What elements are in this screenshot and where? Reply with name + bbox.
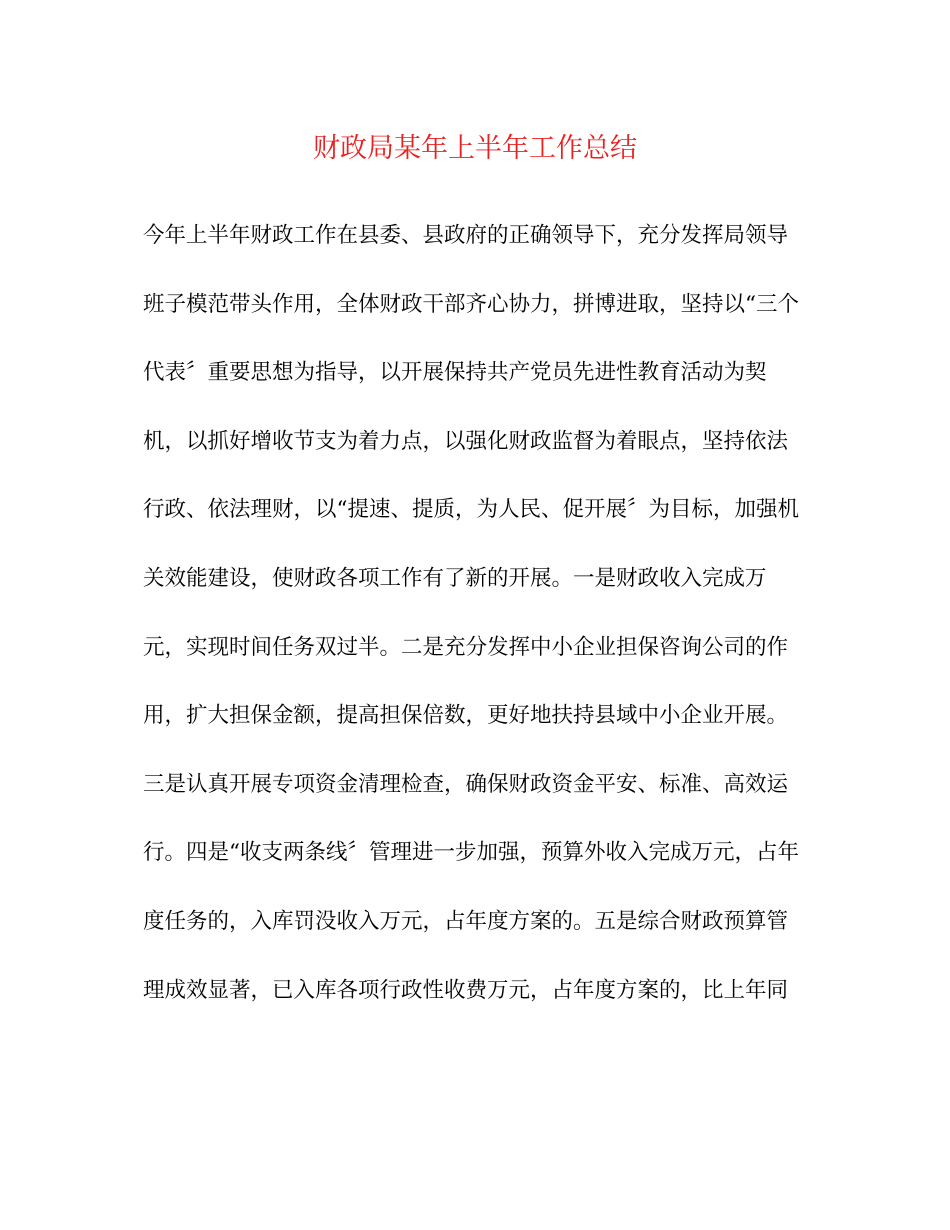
body-line: 机，以抓好增收节支为着力点，以强化财政监督为着眼点，坚持依法 [143,428,789,454]
body-line: 代表〞重要思想为指导，以开展保持共产党员先进性教育活动为契 [143,360,767,386]
document-title: 财政局某年上半年工作总结 [313,133,637,164]
body-line: 理成效显著，已入库各项行政性收费万元，占年度方案的，比上年同 [143,977,789,1003]
body-line: 三是认真开展专项资金清理检查，确保财政资金平安、标准、高效运 [143,771,789,797]
body-line: 度任务的，入库罚没收入万元，占年度方案的。五是综合财政预算管 [143,908,789,934]
document-body [143,218,823,1041]
body-line: 行政、依法理财，以“提速、提质，为人民、促开展〞为目标，加强机 [143,497,799,523]
body-line: 用，扩大担保金额，提高担保倍数，更好地扶持县域中小企业开展。 [143,703,789,729]
body-line: 班子模范带头作用，全体财政干部齐心协力，拼博进取，坚持以“三个 [143,291,799,317]
body-line: 今年上半年财政工作在县委、县政府的正确领导下，充分发挥局领导 [143,223,789,248]
body-line: 行。四是“收支两条线〞管理进一步加强，预算外收入完成万元，占年 [143,840,799,866]
body-line: 关效能建设，使财政各项工作有了新的开展。一是财政收入完成万 [143,565,767,591]
body-line: 元，实现时间任务双过半。二是充分发挥中小企业担保咨询公司的作 [143,634,789,660]
